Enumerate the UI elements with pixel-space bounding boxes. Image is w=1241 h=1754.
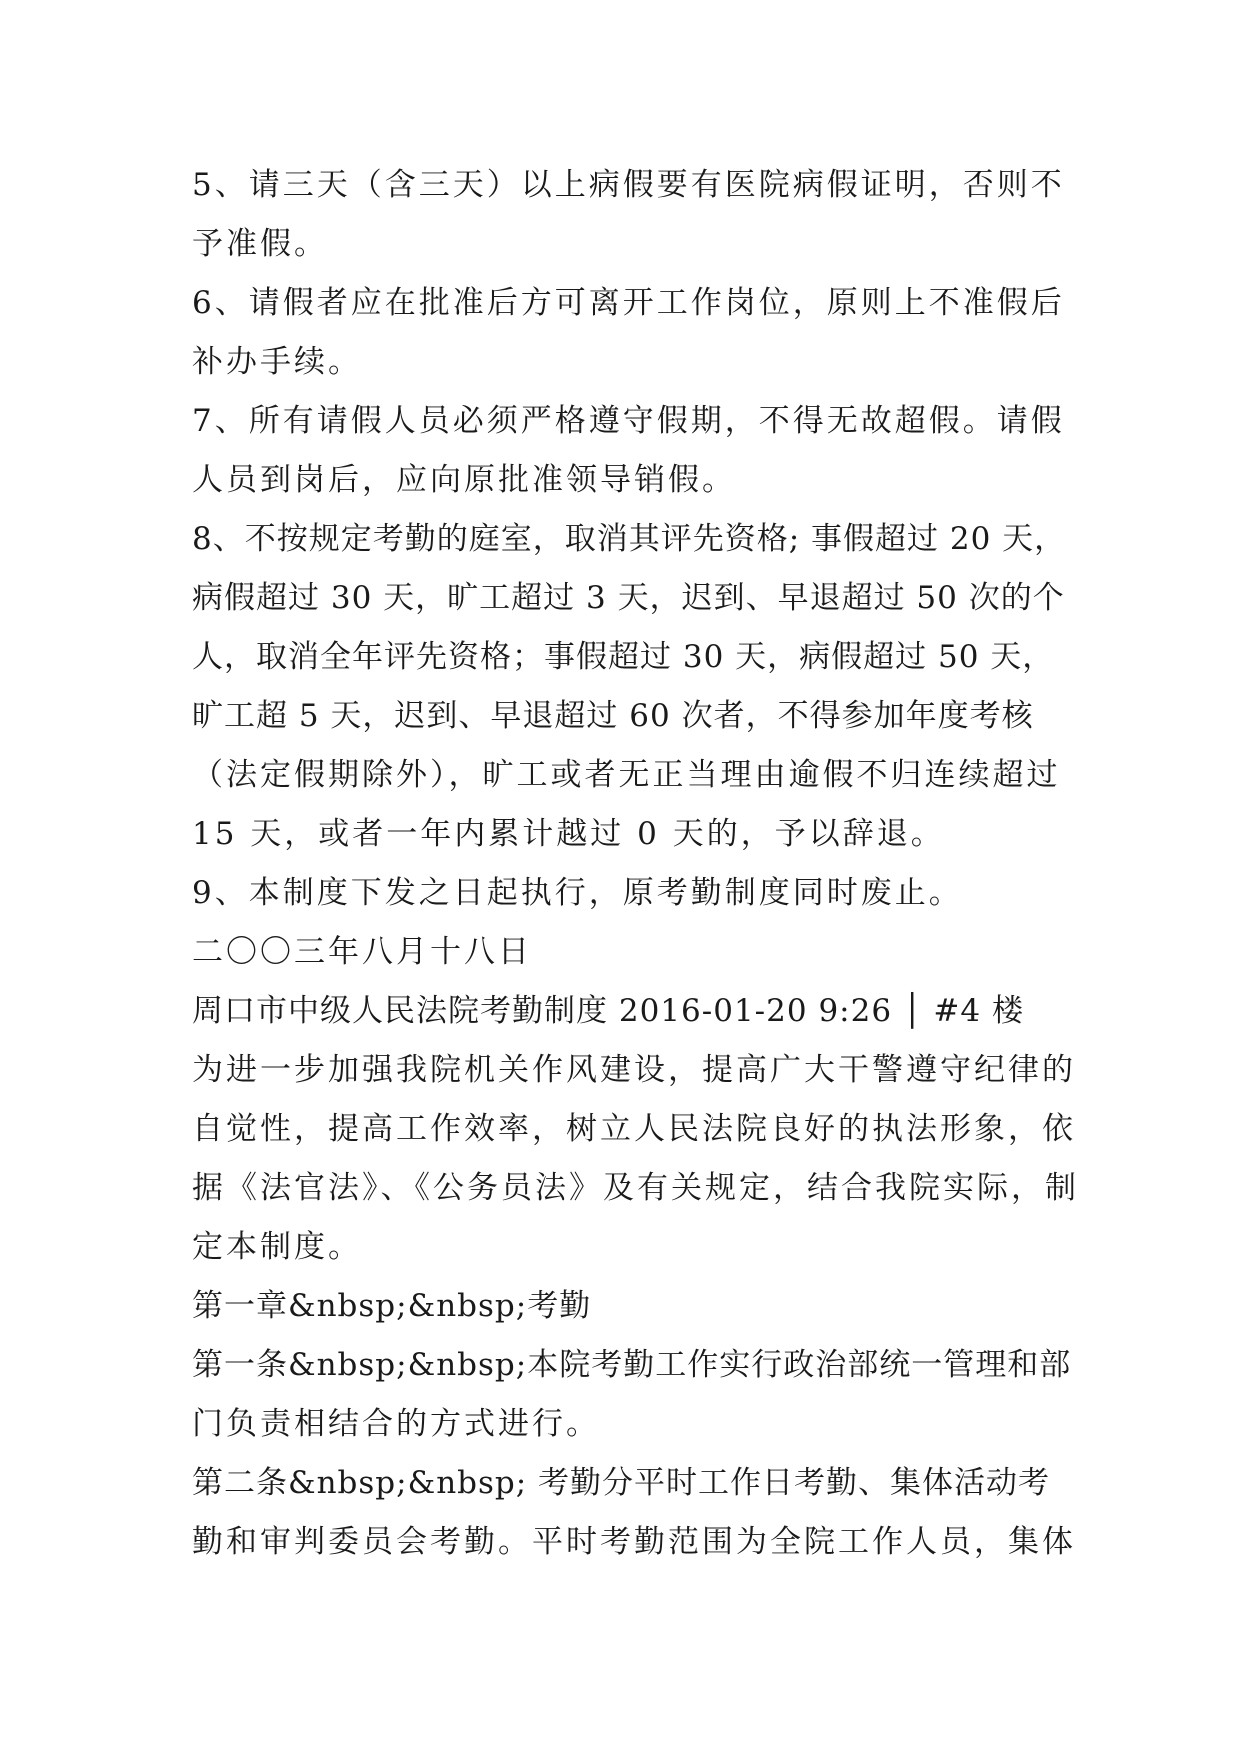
text-line: 15 天，或者一年内累计越过 0 天的，予以辞退。 xyxy=(192,816,945,852)
text-line: 第一条&nbsp;&nbsp;本院考勤工作实行政治部统一管理和部 xyxy=(192,1347,1072,1383)
text-line: 勤和审判委员会考勤。平时考勤范围为全院工作人员，集体 xyxy=(192,1524,1076,1560)
text-line: 6、请假者应在批准后方可离开工作岗位，原则上不准假后 xyxy=(192,285,1065,321)
text-line: 人员到岗后，应向原批准领导销假。 xyxy=(192,462,736,498)
text-line: 人，取消全年评先资格；事假超过 30 天，病假超过 50 天， xyxy=(192,639,1055,675)
text-line: 据《法官法》、《公务员法》及有关规定，结合我院实际，制 xyxy=(192,1170,1079,1206)
text-line: （法定假期除外），旷工或者无正当理由逾假不归连续超过 xyxy=(192,757,1061,793)
text-line: 病假超过 30 天，旷工超过 3 天，迟到、早退超过 50 次的个 xyxy=(192,580,1065,616)
text-line: 7、所有请假人员必须严格遵守假期，不得无故超假。请假 xyxy=(192,403,1065,439)
text-line: 8、不按规定考勤的庭室，取消其评先资格; 事假超过 20 天， xyxy=(192,521,1067,557)
text-line: 门负责相结合的方式进行。 xyxy=(192,1406,600,1442)
date-line: 二〇〇三年八月十八日 xyxy=(192,934,532,970)
text-line: 为进一步加强我院机关作风建设，提高广大干警遵守纪律的 xyxy=(192,1052,1076,1088)
text-line: 自觉性，提高工作效率，树立人民法院良好的执法形象，依 xyxy=(192,1111,1076,1147)
text-line: 9、本制度下发之日起执行，原考勤制度同时废止。 xyxy=(192,875,963,911)
text-line: 补办手续。 xyxy=(192,344,362,380)
post-header-line: 周口市中级人民法院考勤制度 2016-01-20 9:26 │ #4 楼 xyxy=(192,993,1024,1029)
text-line: 第二条&nbsp;&nbsp; 考勤分平时工作日考勤、集体活动考 xyxy=(192,1465,1051,1501)
text-line: 予准假。 xyxy=(192,226,328,262)
text-line: 5、请三天（含三天）以上病假要有医院病假证明，否则不 xyxy=(192,167,1065,203)
document-body xyxy=(192,156,1079,1572)
text-line: 旷工超 5 天，迟到、早退超过 60 次者，不得参加年度考核 xyxy=(192,698,1034,734)
text-line: 定本制度。 xyxy=(192,1229,362,1265)
chapter-heading: 第一章&nbsp;&nbsp;考勤 xyxy=(192,1288,592,1324)
